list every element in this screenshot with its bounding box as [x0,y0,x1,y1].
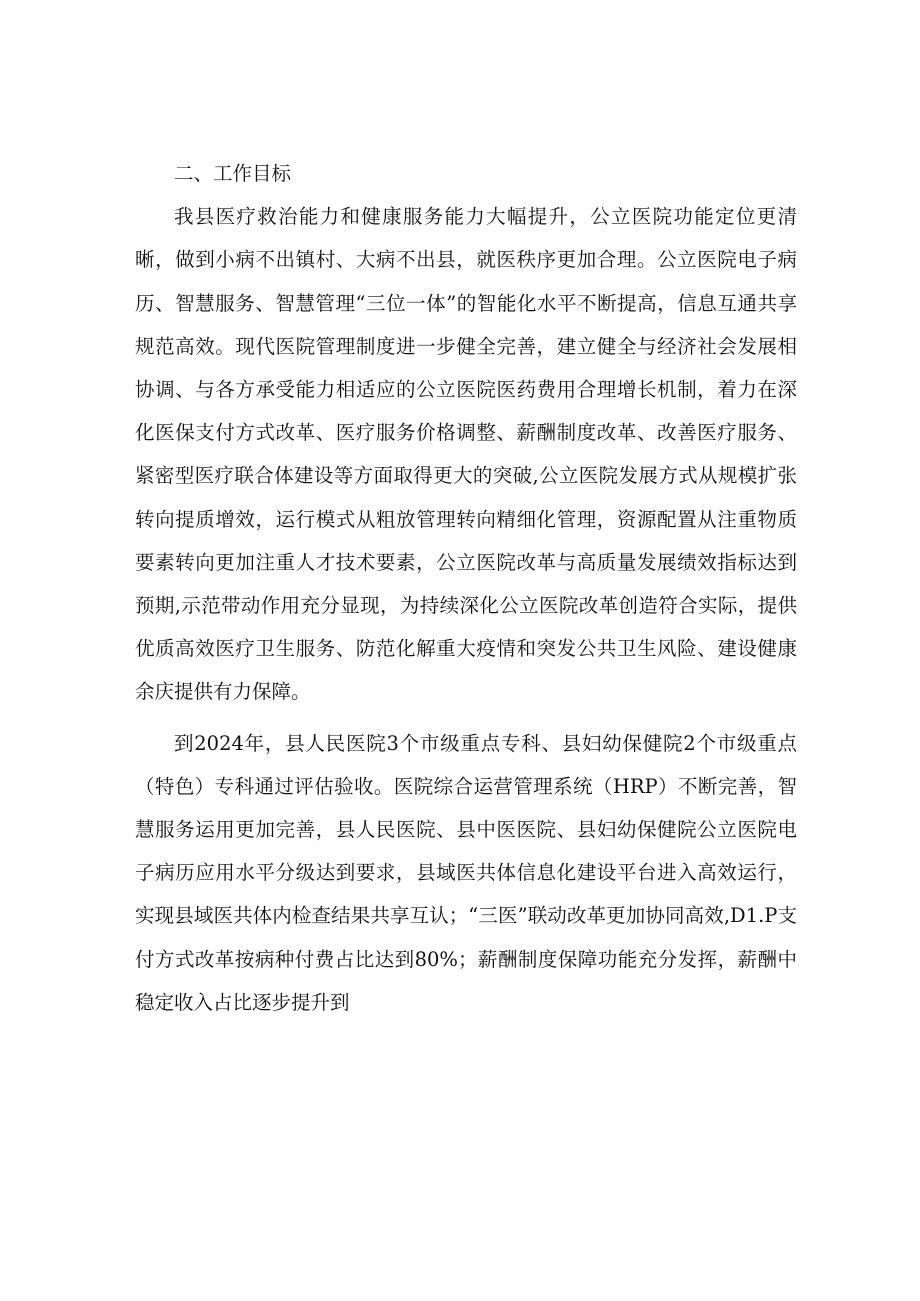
paragraph-goals: 我县医疗救治能力和健康服务能力大幅提升，公立医院功能定位更清晰，做到小病不出镇村、大病不出县，就医秩序更加合理。公立医院电子病历、智慧服务、智慧管理“三位一体”的智能化水平不断提高，信息互通共享规范高效。现代医院管理制度进一步健全完善，建立健全与经济社会发展相协调、与各方承受能力相适应的公立医院医药费用合理增长机制，着力在深化医保支付方式改革、医疗服务价格调整、薪酬制度改革、改善医疗服务、紧密型医疗联合体建设等方面取得更大的突破,公立医院发展方式从规模扩张转向提质增效，运行模式从粗放管理转向精细化管理，资源配置从注重物质要素转向更加注重人才技术要素，公立医院改革与高质量发展绩效指标达到预期,示范带动作用充分显现，为持续深化公立医院改革创造符合实际，提供优质高效医疗卫生服务、防范化解重大疫情和突发公共卫生风险、建设健康余庆提供有力保障。 [135,205,797,704]
paragraph-2024-targets: 到2024年，县人民医院3个市级重点专科、县妇幼保健院2个市级重点（特色）专科通过评估验收。医院综合运营管理系统（HRP）不断完善，智慧服务运用更加完善，县人民医院、县中医医院、县妇幼保健院公立医院电子病历应用水平分级达到要求，县域医共体信息化建设平台进入高效运行，实现县域医共体内检查结果共享互认；“三医”联动改革更加协同高效,D1.P支付方式改革按病种付费占比达到80%；薪酬制度保障功能充分发挥，薪酬中稳定收入占比逐步提升到 [135,731,797,1014]
section-heading: 二、工作目标 [174,162,292,185]
document-body [135,152,797,1024]
